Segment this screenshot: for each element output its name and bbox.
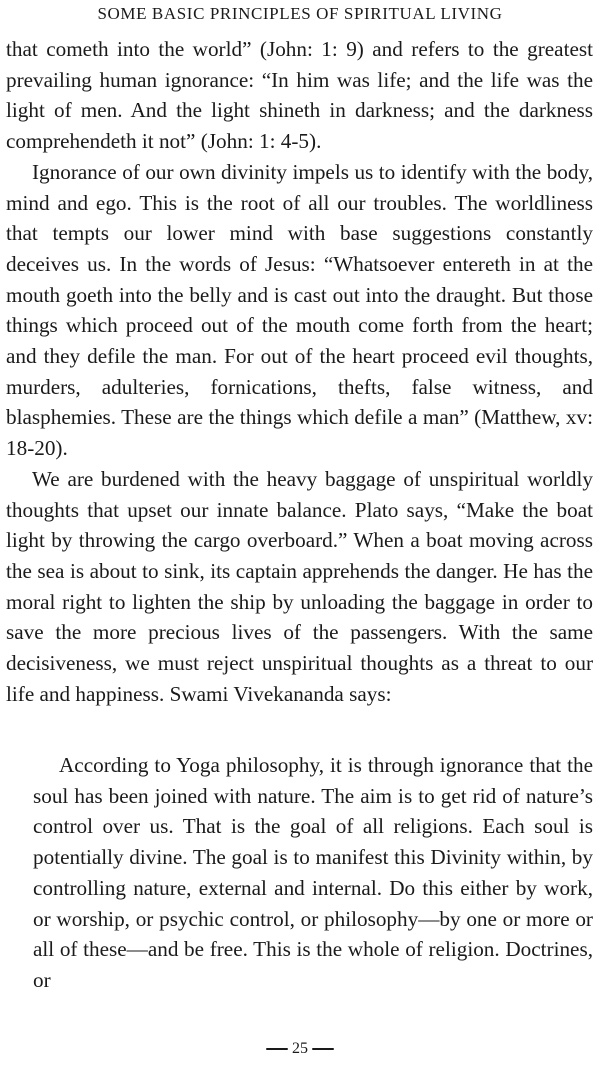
page-number: 25	[292, 1040, 308, 1057]
block-quote	[33, 750, 593, 996]
paragraph-baggage: We are burdened with the heavy baggage of unspiritual worldly thoughts that upset our innate balance. Plato says, “Make the boat light by throwing the cargo overboard.” When a boat moving across the sea is about to sink, its captain apprehends the danger. He has the moral right to lighten the ship by unloading the baggage in order to save the more precious lives of the passengers. With the same decisiveness, we must reject unspiritual thoughts as a threat to our life and happiness. Swami Vivekananda says:	[6, 466, 593, 706]
page-folio	[0, 1040, 600, 1058]
quote-text: According to Yoga philosophy, it is through ignorance that the soul has been joined with nature. The aim is to get rid of nature’s control over us. That is the goal of all religions. Each soul is potentially divine. The goal is to manifest this Divinity within, by controlling nature, external and internal. Do this either by work, or worship, or psychic control, or philosophy—by one or more or all of these—and be free. This is the whole of religion. Doctrines, or	[33, 753, 593, 992]
right-swash-ornament	[312, 1047, 334, 1051]
body-text	[6, 34, 593, 709]
running-head: SOME BASIC PRINCIPLES OF SPIRITUAL LIVING	[97, 4, 503, 23]
left-swash-ornament	[266, 1047, 288, 1051]
paragraph-continuation: that cometh into the world” (John: 1: 9) and refers to the greatest prevailing human ignorance: “In him was life; and the life was the light of men. And the light shineth in darkness; and the darkness comprehendeth it not” (John: 1: 4-5).	[6, 37, 593, 154]
paragraph-ignorance: Ignorance of our own divinity impels us to identify with the body, mind and ego. This is the root of all our troubles. The worldliness that tempts our lower mind with base suggestions constantly deceives us. In the words of Jesus: “Whatsoever entereth in at the mouth goeth into the belly and is cast out into the draught. But those things which proceed out of the mouth come forth from the heart; and they defile the man. For out of the heart proceed evil thoughts, murders, adulteries, fornications, thefts, false witness, and blasphemies. These are the things which defile a man” (Matthew, xv: 18-20).	[6, 159, 593, 461]
